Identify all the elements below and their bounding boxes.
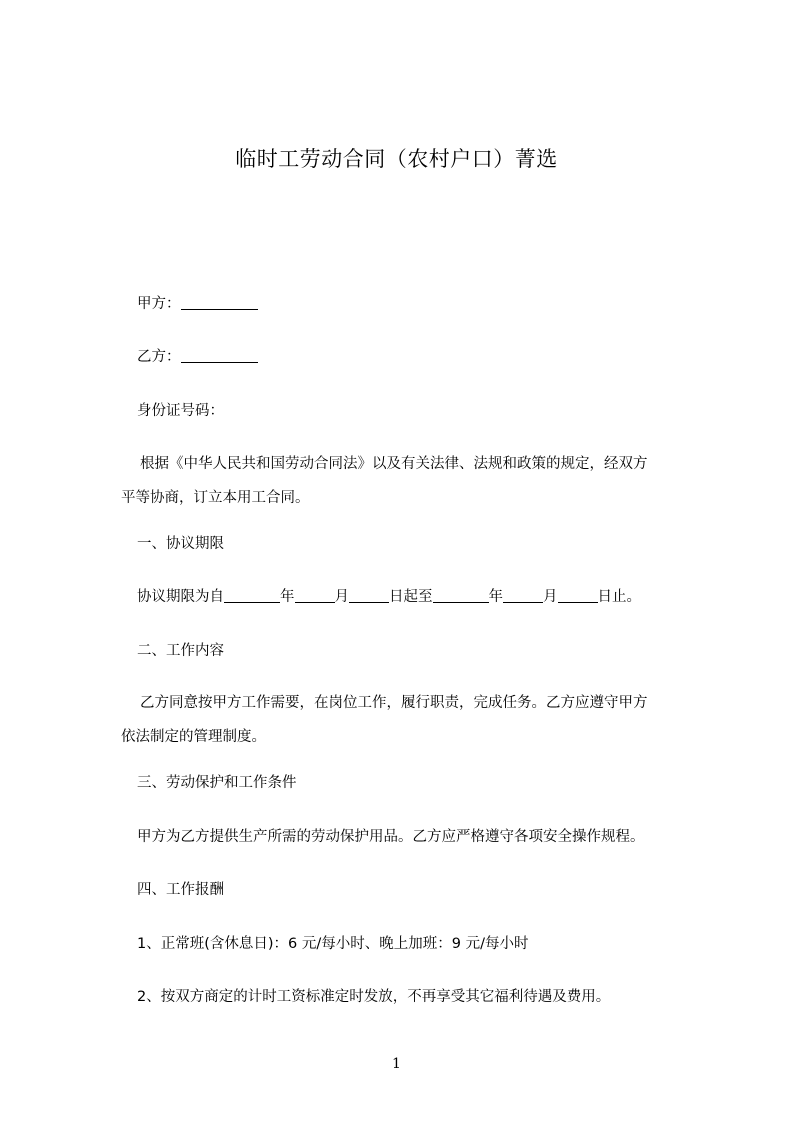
- term-from-label: 协议期限为自: [137, 589, 224, 605]
- year-label-1: 年: [280, 589, 295, 605]
- party-b-label: 乙方：: [137, 349, 181, 365]
- section-4-item-1: 1、正常班(含休息日)：6 元/每小时、晚上加班：9 元/每小时: [137, 936, 529, 952]
- end-month-blank: [503, 587, 543, 603]
- day-from-label: 日起至: [389, 589, 433, 605]
- end-day-blank: [558, 587, 598, 603]
- party-a-line: [137, 292, 258, 313]
- section-1-text: [137, 585, 641, 606]
- month-label-2: 月: [543, 589, 558, 605]
- day-to-label: 日止。: [597, 589, 641, 605]
- preamble-line-1: 根据《中华人民共和国劳动合同法》以及有关法律、法规和政策的规定，经双方: [140, 456, 648, 472]
- page-number: 1: [392, 1056, 401, 1072]
- preamble-line-2: 平等协商，订立本用工合同。: [121, 490, 310, 506]
- section-2-line-2: 依法制定的管理制度。: [121, 729, 266, 745]
- section-3-heading: 三、劳动保护和工作条件: [137, 775, 297, 791]
- section-2-text: [121, 691, 648, 746]
- party-b-blank: [181, 347, 258, 363]
- document-title: 临时工劳动合同（农村户口）菁选: [235, 147, 558, 171]
- section-3-text: 甲方为乙方提供生产所需的劳动保护用品。乙方应严格遵守各项安全操作规程。: [137, 829, 645, 845]
- party-b-line: [137, 345, 258, 366]
- party-a-label: 甲方：: [137, 296, 181, 312]
- preamble: [121, 452, 707, 507]
- start-day-blank: [349, 587, 389, 603]
- end-year-blank: [433, 587, 489, 603]
- month-label-1: 月: [334, 589, 349, 605]
- section-2-line-1: 乙方同意按甲方工作需要，在岗位工作，履行职责，完成任务。乙方应遵守甲方: [140, 695, 648, 711]
- party-a-blank: [181, 294, 258, 310]
- start-year-blank: [224, 587, 280, 603]
- section-1-heading: 一、协议期限: [137, 536, 224, 552]
- section-4-heading: 四、工作报酬: [137, 882, 224, 898]
- id-number-line: [137, 399, 224, 420]
- id-number-label: 身份证号码：: [137, 403, 224, 419]
- year-label-2: 年: [488, 589, 503, 605]
- start-month-blank: [295, 587, 335, 603]
- section-4-item-2: 2、按双方商定的计时工资标准定时发放，不再享受其它福利待遇及费用。: [137, 989, 611, 1005]
- section-2-heading: 二、工作内容: [137, 643, 224, 659]
